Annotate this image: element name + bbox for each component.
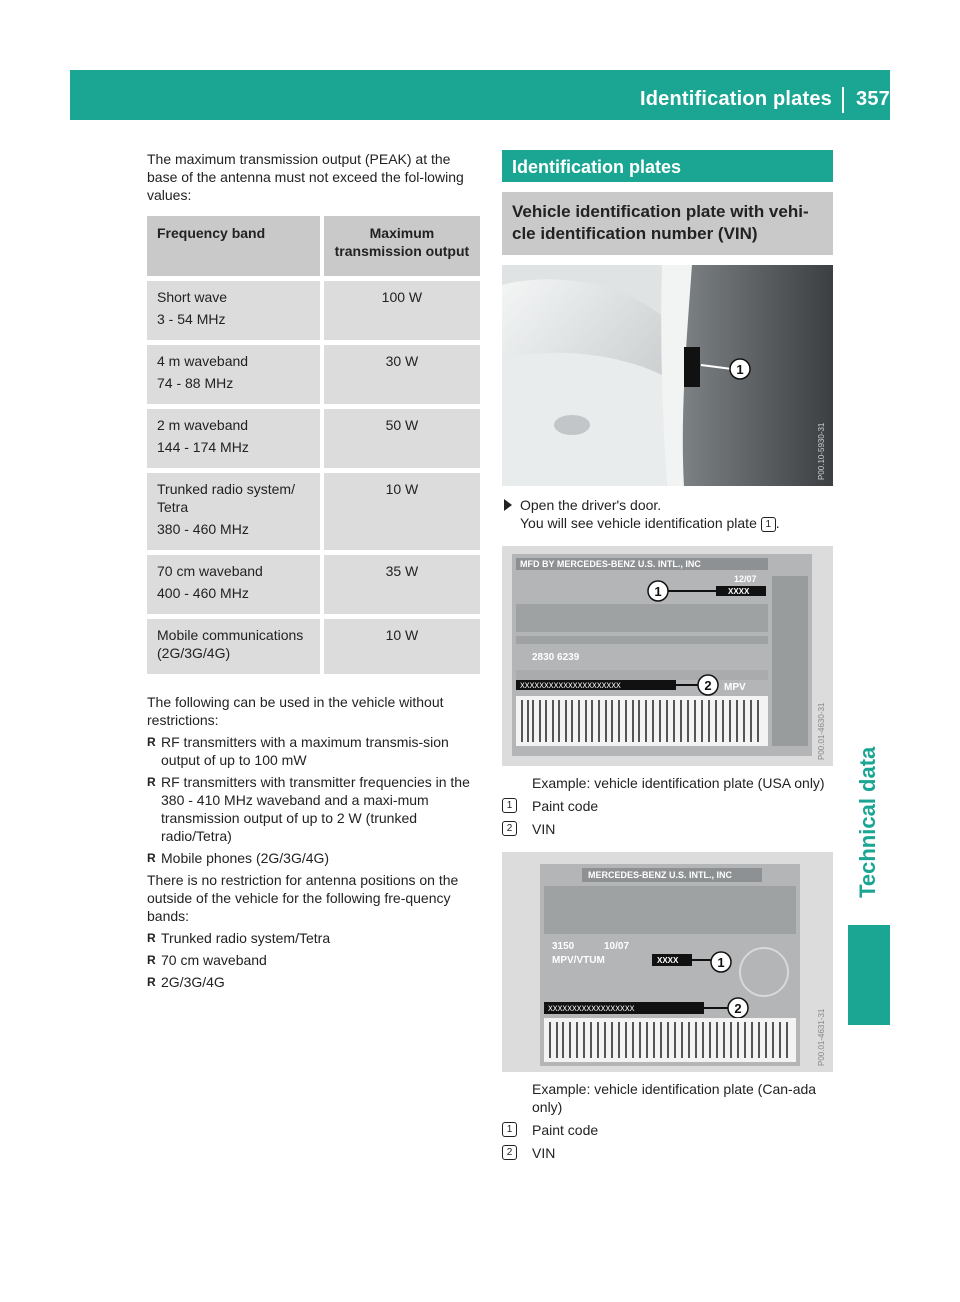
- usa-image-code: P00.01-4630-31: [817, 702, 826, 760]
- band-output: 35 W: [320, 555, 480, 619]
- side-tab-label: Technical data: [855, 746, 881, 898]
- table-header-frequency: Frequency band: [147, 216, 320, 281]
- instruction-arrow-icon: [504, 499, 512, 511]
- band-range: 3 - 54 MHz: [157, 311, 226, 327]
- list-item: R RF transmitters with transmitter frequencies in the 380 - 410 MHz waveband and a maxi-mum transmission output of up to 2 W (trunked radio/Tetra): [147, 773, 483, 845]
- usa-plate-date: 12/07: [734, 574, 757, 584]
- canada-callout-1: 1: [717, 955, 725, 970]
- page-number: 357: [856, 88, 890, 110]
- band-name: Short wave: [157, 289, 228, 305]
- canada-legend-2: 2 VIN: [502, 1144, 833, 1162]
- band-output: 100 W: [320, 281, 480, 345]
- usa-plate-vin: XXXXXXXXXXXXXXXXXXXXX: [520, 682, 621, 691]
- band-name: 70 cm waveband: [157, 563, 263, 579]
- band-name: 4 m waveband: [157, 353, 249, 369]
- usa-plate-header: MFD BY MERCEDES-BENZ U.S. INTL., INC: [520, 559, 701, 569]
- band-range: 74 - 88 MHz: [157, 375, 234, 391]
- list-item: R 2G/3G/4G: [147, 973, 483, 991]
- table-row: [147, 555, 480, 619]
- list-item: R Trunked radio system/Tetra: [147, 929, 483, 947]
- table-header-output: Maximum transmission output: [320, 216, 480, 281]
- following-text: The following can be used in the vehicle without restrictions:: [147, 694, 444, 728]
- canada-plate-drawing: [502, 852, 833, 1072]
- band-output: 10 W: [320, 619, 480, 679]
- image-code: P00.10-5930-31: [817, 422, 826, 480]
- left-column: [147, 150, 483, 991]
- band-range: 400 - 460 MHz: [157, 585, 249, 601]
- list-item: R Mobile phones (2G/3G/4G): [147, 849, 483, 867]
- callout-1-icon: 1: [761, 517, 776, 532]
- header-separator: [842, 87, 844, 113]
- side-tab[interactable]: [848, 740, 890, 905]
- table-row: [147, 281, 480, 345]
- bullet-list-allowed: [147, 733, 483, 867]
- band-range: 380 - 460 MHz: [157, 521, 249, 537]
- instruction: [502, 496, 833, 532]
- canada-callout-2: 2: [734, 1001, 742, 1016]
- right-column: [502, 150, 833, 1162]
- transmission-table: [147, 216, 480, 679]
- band-name: 2 m waveband: [157, 417, 249, 433]
- instruction-step: Open the driver's door.: [520, 497, 662, 513]
- section-heading: Identification plates: [502, 150, 833, 182]
- callout-1-icon: 1: [502, 1122, 517, 1137]
- usa-plate-gvwr: 2830 6239: [532, 652, 580, 663]
- canada-image-code: P00.01-4631-31: [817, 1008, 826, 1066]
- table-header-row: [147, 216, 480, 281]
- canada-plate-type: MPV/VTUM: [552, 955, 605, 966]
- usa-callout-2: 2: [704, 678, 712, 693]
- intro-text: The maximum transmission output (PEAK) at the base of the antenna must not exceed the fol-lowing values:: [147, 151, 464, 203]
- instruction-result: You will see vehicle identification plate 1 .: [520, 515, 780, 531]
- callout-2-icon: 2: [502, 821, 517, 836]
- band-range: 144 - 174 MHz: [157, 439, 249, 455]
- restriction-text: There is no restriction for antenna positions on the outside of the vehicle for the following fre-quency bands:: [147, 872, 459, 924]
- usa-plate-image: [502, 546, 833, 766]
- canada-plate-image: [502, 852, 833, 1072]
- list-item: R 70 cm waveband: [147, 951, 483, 969]
- usa-plate-drawing: [502, 546, 833, 766]
- side-tab-block: [848, 925, 890, 1025]
- canada-plate-date: 10/07: [604, 941, 630, 952]
- band-output: 10 W: [320, 473, 480, 555]
- canada-caption: Example: vehicle identification plate (Can-ada only): [532, 1081, 817, 1115]
- canada-plate-paint: XXXX: [657, 956, 679, 965]
- band-name: Trunked radio system/ Tetra: [157, 481, 295, 515]
- canada-plate-weight: 3150: [552, 941, 575, 952]
- usa-callout-1: 1: [654, 584, 662, 599]
- usa-plate-paint: XXXX: [728, 587, 750, 596]
- door-photo: [502, 265, 833, 486]
- callout-2-icon: 2: [502, 1145, 517, 1160]
- canada-legend-1: 1 Paint code: [502, 1121, 833, 1139]
- table-row: [147, 473, 480, 555]
- callout-1-icon: 1: [502, 798, 517, 813]
- usa-legend-1: 1 Paint code: [502, 797, 833, 815]
- usa-plate-type: MPV: [724, 682, 746, 693]
- canada-plate-vin: XXXXXXXXXXXXXXXXXX: [548, 1005, 635, 1014]
- usa-legend-2: 2 VIN: [502, 820, 833, 838]
- door-photo-drawing: [502, 265, 833, 486]
- bullet-list-bands: [147, 929, 483, 991]
- band-output: 50 W: [320, 409, 480, 473]
- table-row: [147, 409, 480, 473]
- header-title: [640, 86, 890, 113]
- subsection-heading: Vehicle identification plate with vehi-cle identification number (VIN): [502, 192, 833, 255]
- usa-caption: Example: vehicle identification plate (USA only): [532, 775, 825, 791]
- canada-plate-header: MERCEDES-BENZ U.S. INTL., INC: [588, 870, 733, 880]
- table-row: [147, 345, 480, 409]
- band-output: 30 W: [320, 345, 480, 409]
- callout-1-number: 1: [736, 362, 744, 377]
- table-row: [147, 619, 480, 679]
- running-title: Identification plates: [640, 88, 833, 110]
- list-item: R RF transmitters with a maximum transmis-sion output of up to 100 mW: [147, 733, 483, 769]
- band-name: Mobile communications (2G/3G/4G): [157, 627, 304, 661]
